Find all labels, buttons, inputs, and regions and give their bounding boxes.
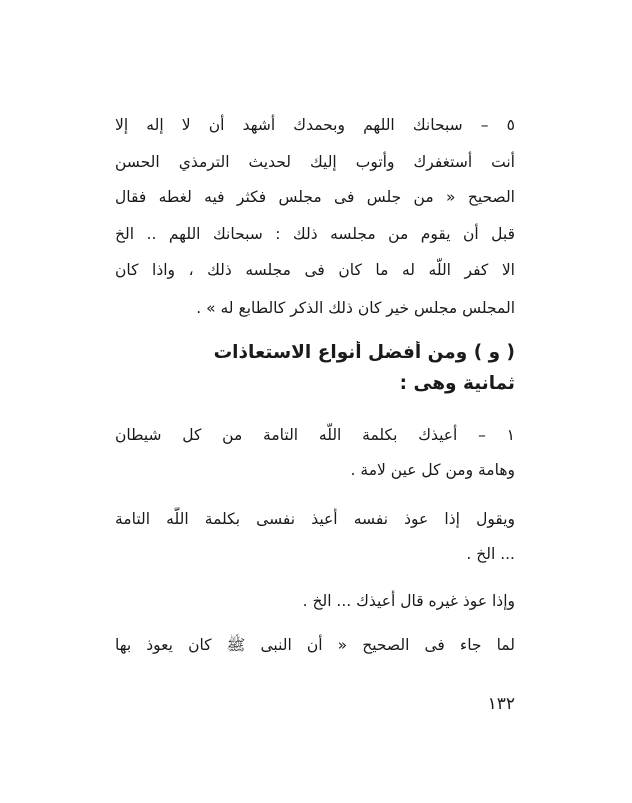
section-heading: ( و ) ومن أفضل أنواع الاستعاذات	[213, 342, 515, 363]
text-line: الا كفر اللّه له ما كان فى مجلسه ذلك ، واذا كان	[115, 261, 515, 279]
text-line: وهامة ومن كل عين لامة .	[350, 461, 515, 479]
text-line: ... الخ .	[466, 545, 515, 563]
text-line: قبل أن يقوم من مجلسه ذلك : سبحانك اللهم .. الخ	[115, 225, 515, 243]
text-line: ويقول إذا عوذ نفسه أعيذ نفسى بكلمة اللّه التامة	[115, 510, 515, 528]
text-line: المجلس مجلس خير كان ذلك الذكر كالطابع له » .	[196, 299, 515, 317]
text-line: وإذا عوذ غيره قال أعيذك ... الخ .	[302, 592, 515, 610]
text-line: الصحيح « من جلس فى مجلس فكثر فيه لغطه فقال	[115, 188, 515, 206]
text-line: أنت أستغفرك وأتوب إليك لحديث الترمذي الحسن	[115, 153, 515, 171]
text-line: ١ – أعيذك بكلمة اللّه التامة من كل شيطان	[115, 426, 515, 444]
page-number: ١٣٢	[487, 694, 515, 714]
text-line: ٥ – سبحانك اللهم وبحمدك أشهد أن لا إله إلا	[115, 116, 515, 134]
section-heading-continued: ثمانية وهى :	[399, 373, 515, 394]
text-line: لما جاء فى الصحيح « أن النبى ﷺ كان يعوذ بها	[115, 636, 515, 654]
